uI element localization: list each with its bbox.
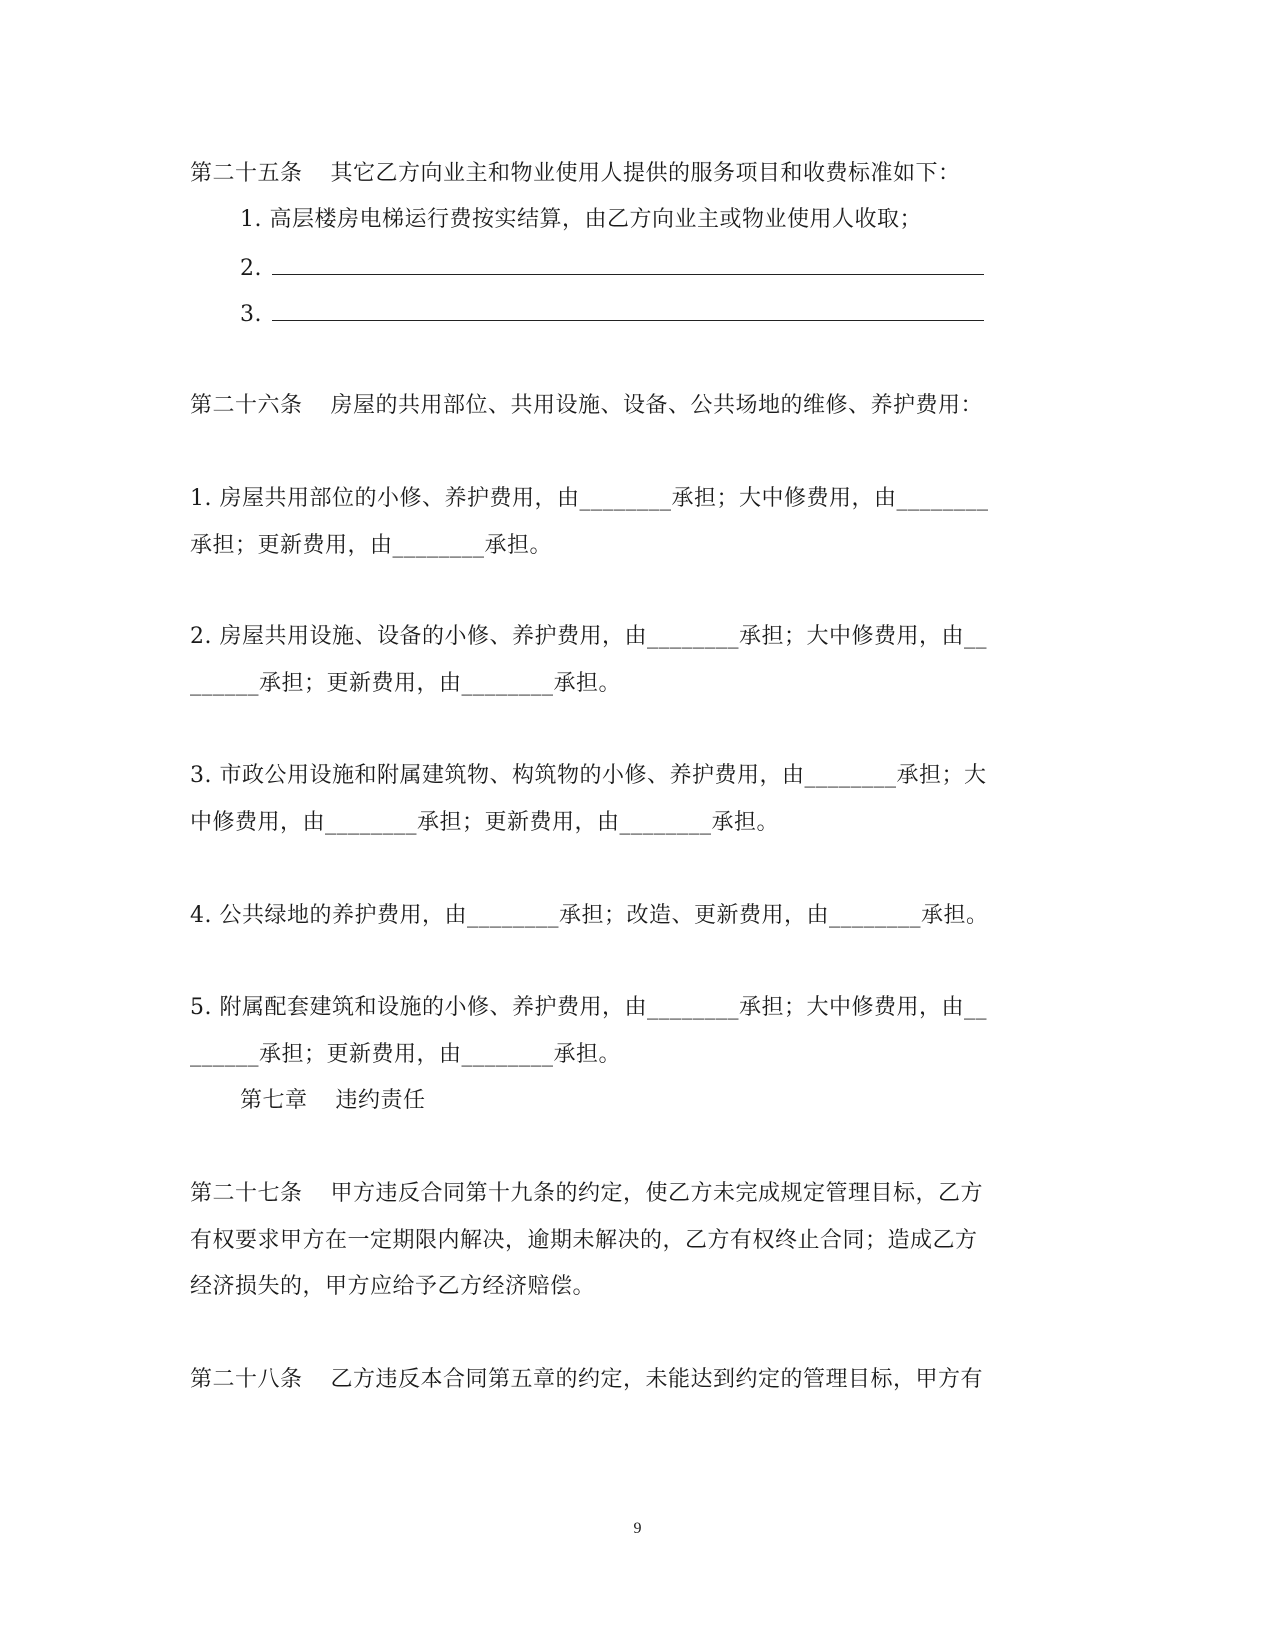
chapter-7-title: 违约责任 xyxy=(335,1088,426,1113)
article-25-text: 其它乙方向业主和物业使用人提供的服务项目和收费标准如下： xyxy=(330,161,961,186)
blank-line xyxy=(272,254,984,275)
blank-line xyxy=(272,300,984,321)
article-26-para-5-line-1: 5. 附属配套建筑和设施的小修、养护费用，由________承担；大中修费用，由__ xyxy=(190,995,987,1020)
article-27-line-1 xyxy=(190,1180,983,1208)
article-25-item-3 xyxy=(240,300,984,329)
article-26-para-1-line-1: 1. 房屋共用部位的小修、养护费用，由________承担；大中修费用，由________ xyxy=(190,486,989,511)
article-26-text: 房屋的共用部位、共用设施、设备、公共场地的维修、养护费用： xyxy=(330,393,984,418)
article-26-para-3-line-2: 中修费用，由________承担；更新费用，由________承担。 xyxy=(190,810,780,835)
page-number: 9 xyxy=(633,1520,642,1537)
article-26-para-3-line-1: 3. 市政公用设施和附属建筑物、构筑物的小修、养护费用，由________承担；大 xyxy=(190,763,987,788)
item-3-number: 3. xyxy=(240,302,262,327)
article-25-label: 第二十五条 xyxy=(190,161,303,186)
chapter-7-number: 第七章 xyxy=(240,1088,308,1113)
article-26-para-5-line-2: ______承担；更新费用，由________承担。 xyxy=(190,1042,622,1067)
article-26-heading xyxy=(190,392,983,420)
item-2-number: 2. xyxy=(240,256,262,281)
article-25-heading xyxy=(190,160,961,188)
article-25-item-1: 1. 高层楼房电梯运行费按实结算，由乙方向业主或物业使用人收取； xyxy=(240,207,922,232)
chapter-7-heading xyxy=(240,1087,426,1115)
article-26-para-4-line-1: 4. 公共绿地的养护费用，由________承担；改造、更新费用，由________承担。 xyxy=(190,903,989,928)
article-26-para-2-line-2: ______承担；更新费用，由________承担。 xyxy=(190,671,622,696)
article-27-label: 第二十七条 xyxy=(190,1181,303,1206)
article-28-label: 第二十八条 xyxy=(190,1367,303,1392)
article-27-line-3: 经济损失的，甲方应给予乙方经济赔偿。 xyxy=(190,1274,596,1299)
article-28-line-1 xyxy=(190,1366,983,1394)
article-26-label: 第二十六条 xyxy=(190,393,303,418)
article-26-para-2-line-1: 2. 房屋共用设施、设备的小修、养护费用，由________承担；大中修费用，由__ xyxy=(190,624,987,649)
article-25-item-2 xyxy=(240,254,984,283)
article-27-line-2: 有权要求甲方在一定期限内解决，逾期未解决的，乙方有权终止合同；造成乙方 xyxy=(190,1228,978,1253)
article-28-text: 乙方违反本合同第五章的约定，未能达到约定的管理目标，甲方有 xyxy=(330,1367,984,1392)
article-27-text: 甲方违反合同第十九条的约定，使乙方未完成规定管理目标，乙方 xyxy=(330,1181,984,1206)
article-26-para-1-line-2: 承担；更新费用，由________承担。 xyxy=(190,533,553,558)
